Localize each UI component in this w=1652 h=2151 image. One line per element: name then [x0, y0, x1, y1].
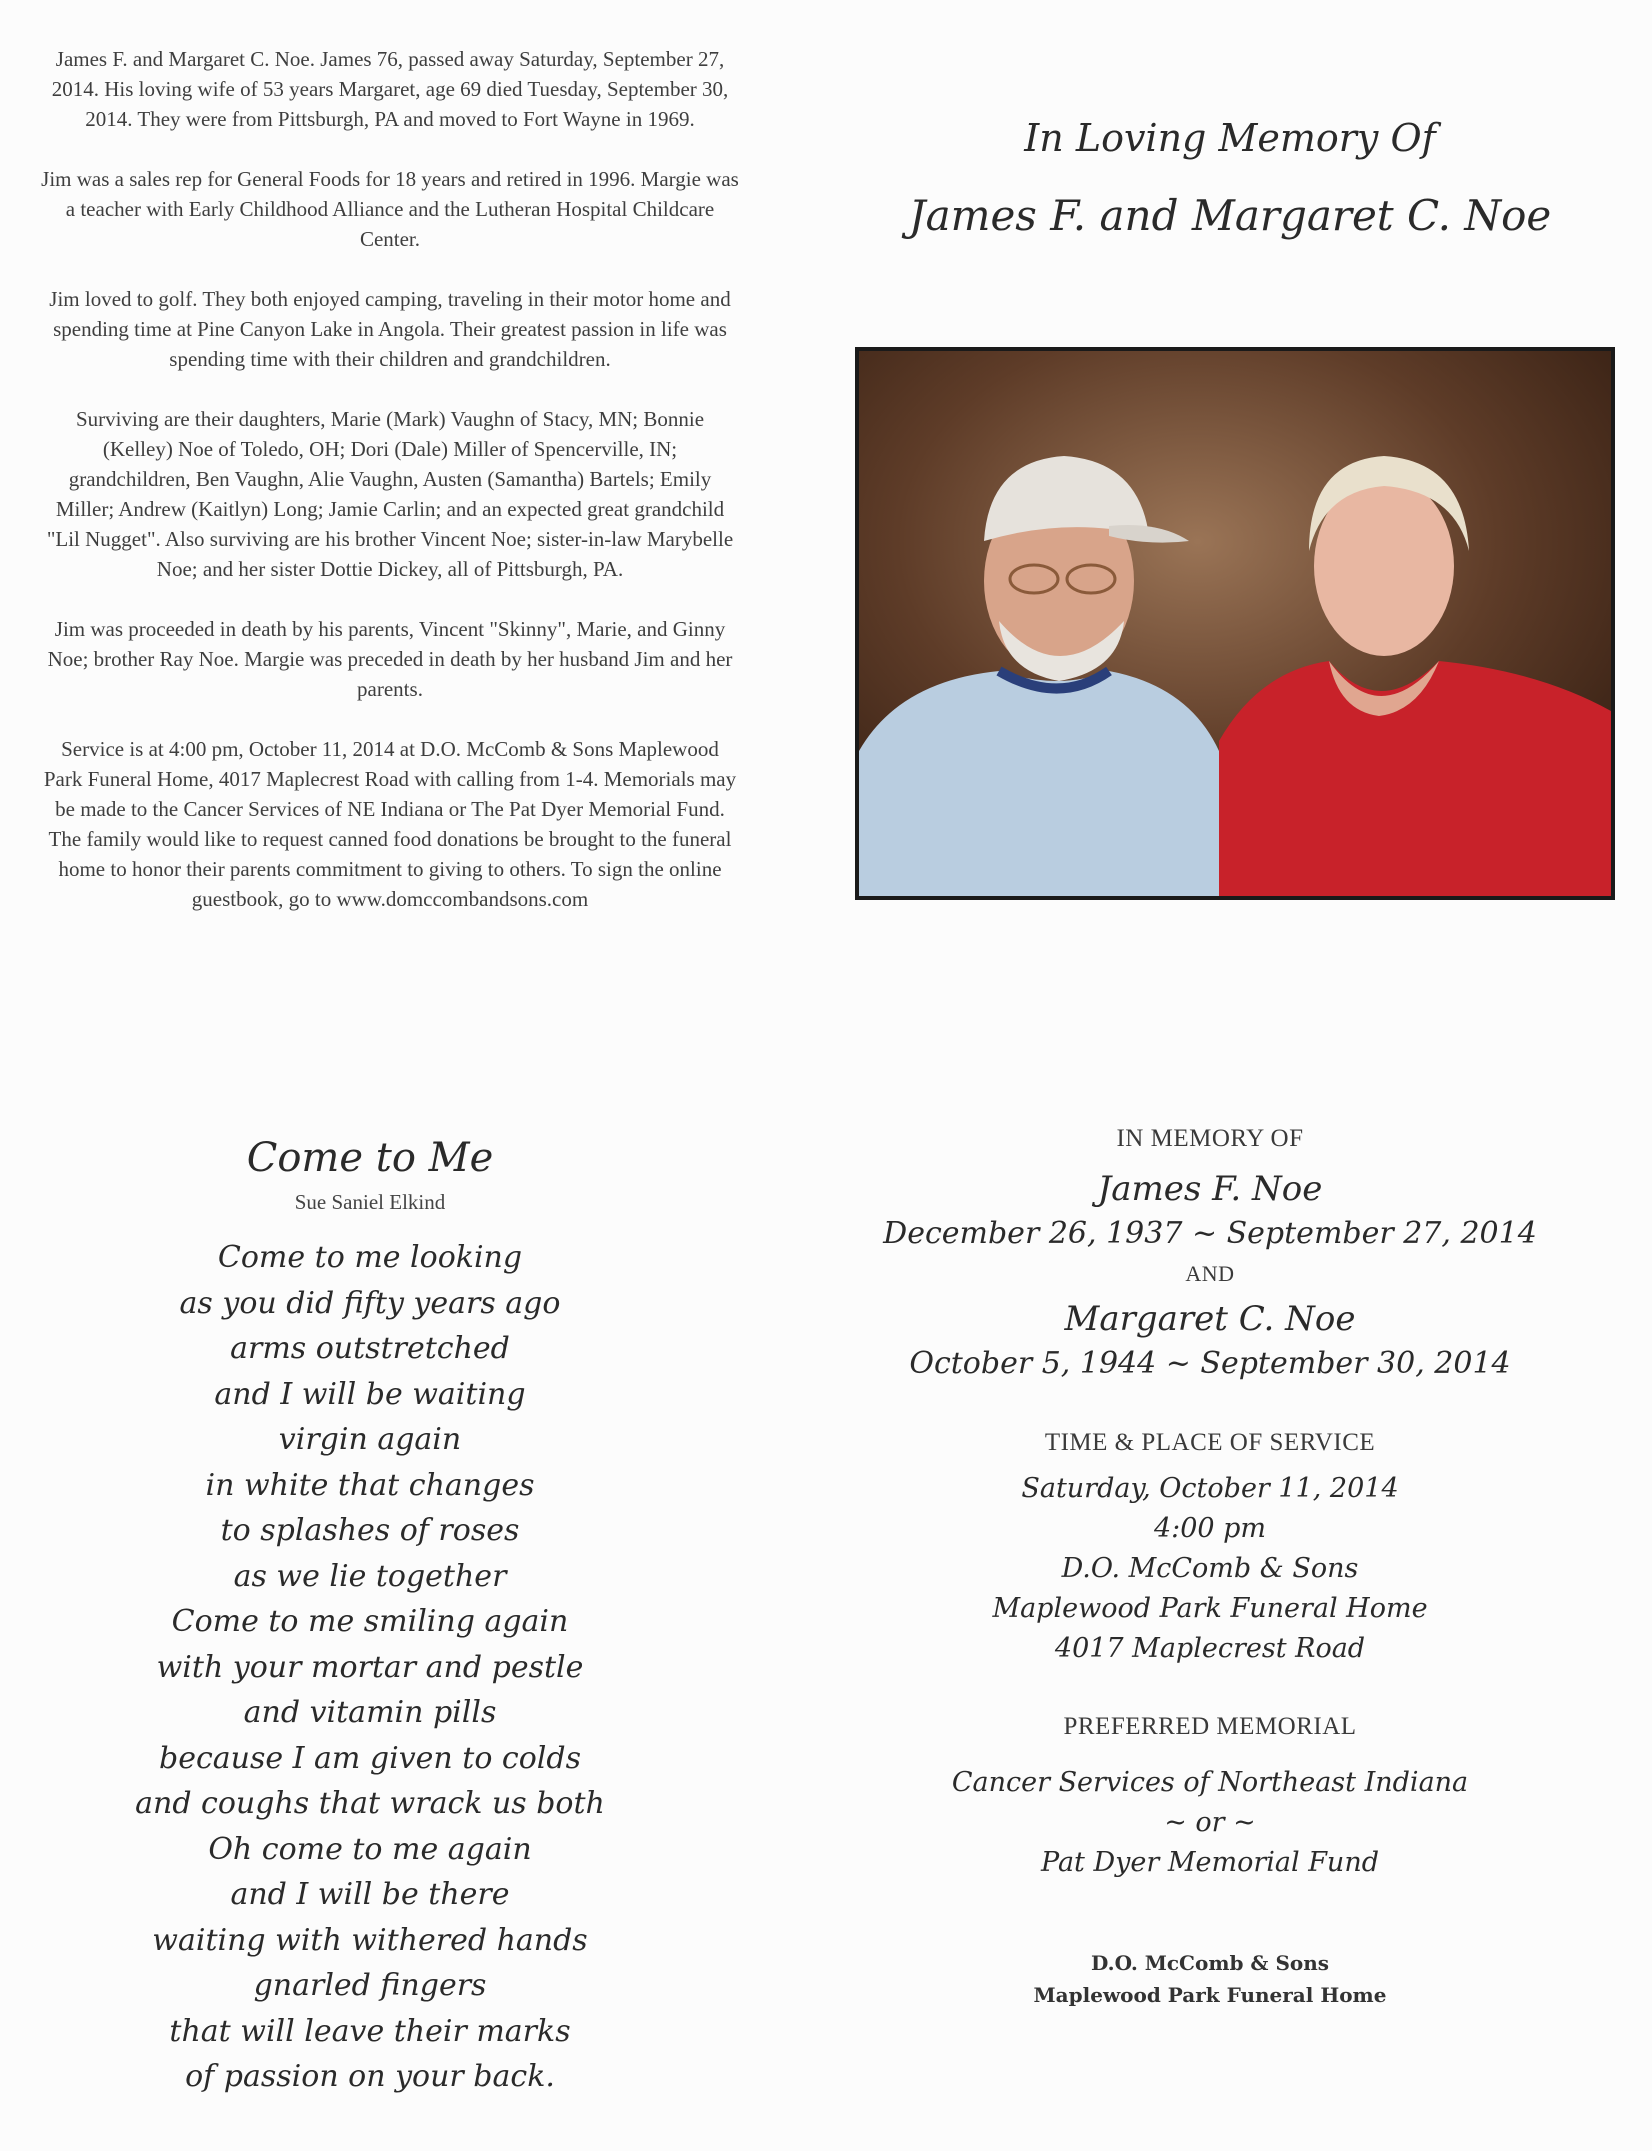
- person2-dates: October 5, 1944 ~ September 30, 2014: [909, 1346, 1511, 1381]
- poem-line: with your mortar and pestle: [156, 1649, 584, 1685]
- poem-line: in white that changes: [205, 1467, 535, 1503]
- poem-line: Come to me looking: [217, 1240, 523, 1275]
- poem-section: [100, 1130, 640, 2100]
- poem-author: Sue Saniel Elkind: [294, 1190, 446, 1214]
- memorial-1: Cancer Services of Northeast Indiana: [951, 1767, 1469, 1798]
- in-memory-label: IN MEMORY OF: [1116, 1125, 1304, 1152]
- service-date: Saturday, October 11, 2014: [1021, 1473, 1399, 1504]
- person1-dates: December 26, 1937 ~ September 27, 2014: [883, 1216, 1537, 1251]
- obituary-paragraph-2: Jim was a sales rep for General Foods for 18 years and retired in 1996. Margie was a teacher with Early Childhood Alliance and the Lutheran Hospital Childcare Center.: [41, 167, 739, 251]
- memorial-2: Pat Dyer Memorial Fund: [1041, 1847, 1379, 1878]
- couple-photo-illustration: [859, 351, 1611, 896]
- poem-line: that will leave their marks: [169, 2013, 571, 2049]
- service-address: 4017 Maplecrest Road: [1054, 1633, 1366, 1664]
- poem-line: waiting with withered hands: [152, 1922, 588, 1958]
- poem-line: arms outstretched: [230, 1331, 510, 1366]
- poem-line: because I am given to colds: [159, 1740, 581, 1776]
- poem-line: and I will be waiting: [214, 1376, 526, 1412]
- obituary-paragraph-3: Jim loved to golf. They both enjoyed camping, traveling in their motor home and spending time at Pine Canyon Lake in Angola. Their greatest passion in life was spending time with their children and grandchildren.: [49, 287, 731, 371]
- service-section: [860, 1125, 1560, 2011]
- poem-line: as we lie together: [233, 1558, 507, 1594]
- poem-line: to splashes of roses: [220, 1513, 520, 1548]
- cover-heading: In Loving Memory Of: [1024, 116, 1436, 160]
- poem-line: gnarled fingers: [253, 1968, 487, 2003]
- service-venue-2: Maplewood Park Funeral Home: [992, 1593, 1428, 1624]
- couple-photo: [855, 347, 1615, 900]
- poem-line: as you did fifty years ago: [179, 1285, 561, 1321]
- poem-line: and coughs that wrack us both: [135, 1786, 605, 1821]
- person2-name: Margaret C. Noe: [1064, 1299, 1356, 1339]
- time-place-label: TIME & PLACE OF SERVICE: [1044, 1429, 1376, 1456]
- cover-section: [840, 110, 1620, 246]
- obituary-paragraph-6: Service is at 4:00 pm, October 11, 2014 at D.O. McComb & Sons Maplewood Park Funeral Home, 4017 Maplecrest Road with calling from 1-4. Memorials may be made to the Cancer Services of NE Indiana or The Pat Dyer Memorial Fund. The family would like to request canned food donations be brought to the funeral home to honor their parents commitment to giving to others. To sign the online guestbook, go to www.domccombandsons.com: [43, 737, 737, 911]
- poem-title: Come to Me: [246, 1135, 494, 1181]
- poem-line: Come to me smiling again: [171, 1604, 569, 1639]
- poem-line: virgin again: [278, 1422, 462, 1457]
- obituary-paragraph-5: Jim was proceeded in death by his parents, Vincent "Skinny", Marie, and Ginny Noe; brother Ray Noe. Margie was preceded in death by her husband Jim and her parents.: [47, 617, 733, 701]
- obituary-paragraph-1: James F. and Margaret C. Noe. James 76, passed away Saturday, September 27, 2014. His loving wife of 53 years Margaret, age 69 died Tuesday, September 30, 2014. They were from Pittsburgh, PA and moved to Fort Wayne in 1969.: [51, 47, 729, 131]
- cover-names: James F. and Margaret C. Noe: [908, 191, 1552, 240]
- obituary-section: [40, 44, 740, 944]
- poem-line: and I will be there: [230, 1877, 510, 1912]
- poem-lines: [100, 1235, 640, 2100]
- funeral-home-location: Maplewood Park Funeral Home: [1033, 1983, 1387, 2007]
- and-label: AND: [1185, 1261, 1235, 1286]
- service-venue-1: D.O. McComb & Sons: [1061, 1553, 1359, 1584]
- memorial-label: PREFERRED MEMORIAL: [1063, 1713, 1357, 1740]
- poem-line: Oh come to me again: [208, 1831, 532, 1867]
- person1-name: James F. Noe: [1097, 1169, 1323, 1209]
- memorial-or: ~ or ~: [1164, 1807, 1256, 1838]
- obituary-paragraph-4: Surviving are their daughters, Marie (Mark) Vaughn of Stacy, MN; Bonnie (Kelley) Noe of Toledo, OH; Dori (Dale) Miller of Spencerville, IN; grandchildren, Ben Vaughn, Alie Vaughn, Austen (Samantha) Bartels; Emily Miller; Andrew (Kaitlyn) Long; Jamie Carlin; and an expected great grandchild "Lil Nugget". Also surviving are his brother Vincent Noe; sister-in-law Marybelle Noe; and her sister Dottie Dickey, all of Pittsburgh, PA.: [46, 407, 734, 581]
- service-time: 4:00 pm: [1153, 1513, 1267, 1544]
- poem-line: and vitamin pills: [243, 1695, 497, 1730]
- funeral-home-name: D.O. McComb & Sons: [1090, 1951, 1330, 1975]
- poem-line: of passion on your back.: [185, 2059, 555, 2094]
